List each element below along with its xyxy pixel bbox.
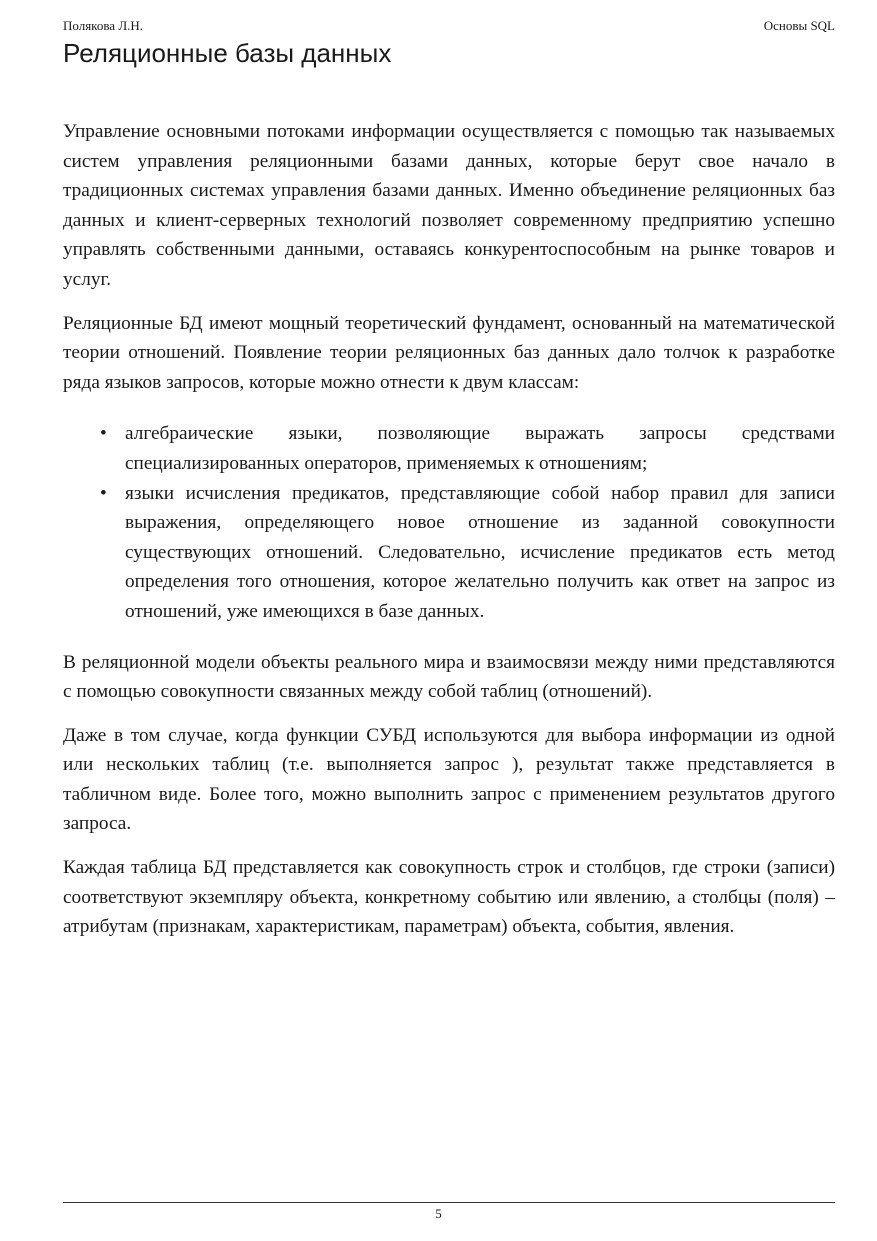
paragraph: Каждая таблица БД представляется как совокупность строк и столбцов, где строки (записи) соответствуют экземпляру объекта, конкретному событию или явлению, а столбцы (поля) – атрибутам (признакам, характеристикам, параметрам) объекта, события, явления. (63, 857, 835, 938)
bullet-list (63, 419, 835, 626)
list-item-text: языки исчисления предикатов, представляющие собой набор правил для записи выражения, определяющего новое отношение из заданной совокупности существующих отношений. Следовательно, исчисление предикатов есть метод определения того отношения, которое желательно получить как ответ на запрос из отношений, уже имеющихся в базе данных. (125, 482, 835, 622)
document-body (63, 117, 835, 956)
list-item (100, 419, 835, 478)
paragraph: Даже в том случае, когда функции СУБД используются для выбора информации из одной или нескольких таблиц (т.е. выполняется запрос ), результат также представляется в табличном виде. Более того, можно выполнить запрос с применением результатов другого запроса. (63, 724, 835, 835)
page-title: Реляционные базы данных (63, 38, 392, 68)
paragraph: В реляционной модели объекты реального мира и взаимосвязи между ними представляются с помощью совокупности связанных между собой таблиц (отношений). (63, 651, 835, 703)
header-course: Основы SQL (763, 18, 835, 33)
footer-divider (63, 1202, 835, 1203)
list-item (100, 479, 835, 627)
bullet-icon: • (100, 423, 107, 445)
header-author: Полякова Л.Н. (63, 18, 144, 33)
bullet-icon: • (100, 482, 107, 504)
paragraph: Управление основными потоками информации осуществляется с помощью так называемых систем управления реляционными базами данных, которые берут свое начало в традиционных системах управления базами данных. Именно объединение реляционных баз данных и клиент-серверных технологий позволяет современному предприятию успешно управлять собственными данными, оставаясь конкурентоспособным на рынке товаров и услуг. (63, 121, 835, 290)
page-number: 5 (435, 1206, 442, 1221)
page-header (63, 18, 835, 34)
paragraph: Реляционные БД имеют мощный теоретический фундамент, основанный на математической теории отношений. Появление теории реляционных баз данных дало толчок к разработке ряда языков запросов, которые можно отнести к двум классам: (63, 312, 835, 393)
list-item-text: алгебраические языки, позволяющие выражать запросы средствами специализированных операторов, применяемых к отношениям; (125, 423, 835, 474)
